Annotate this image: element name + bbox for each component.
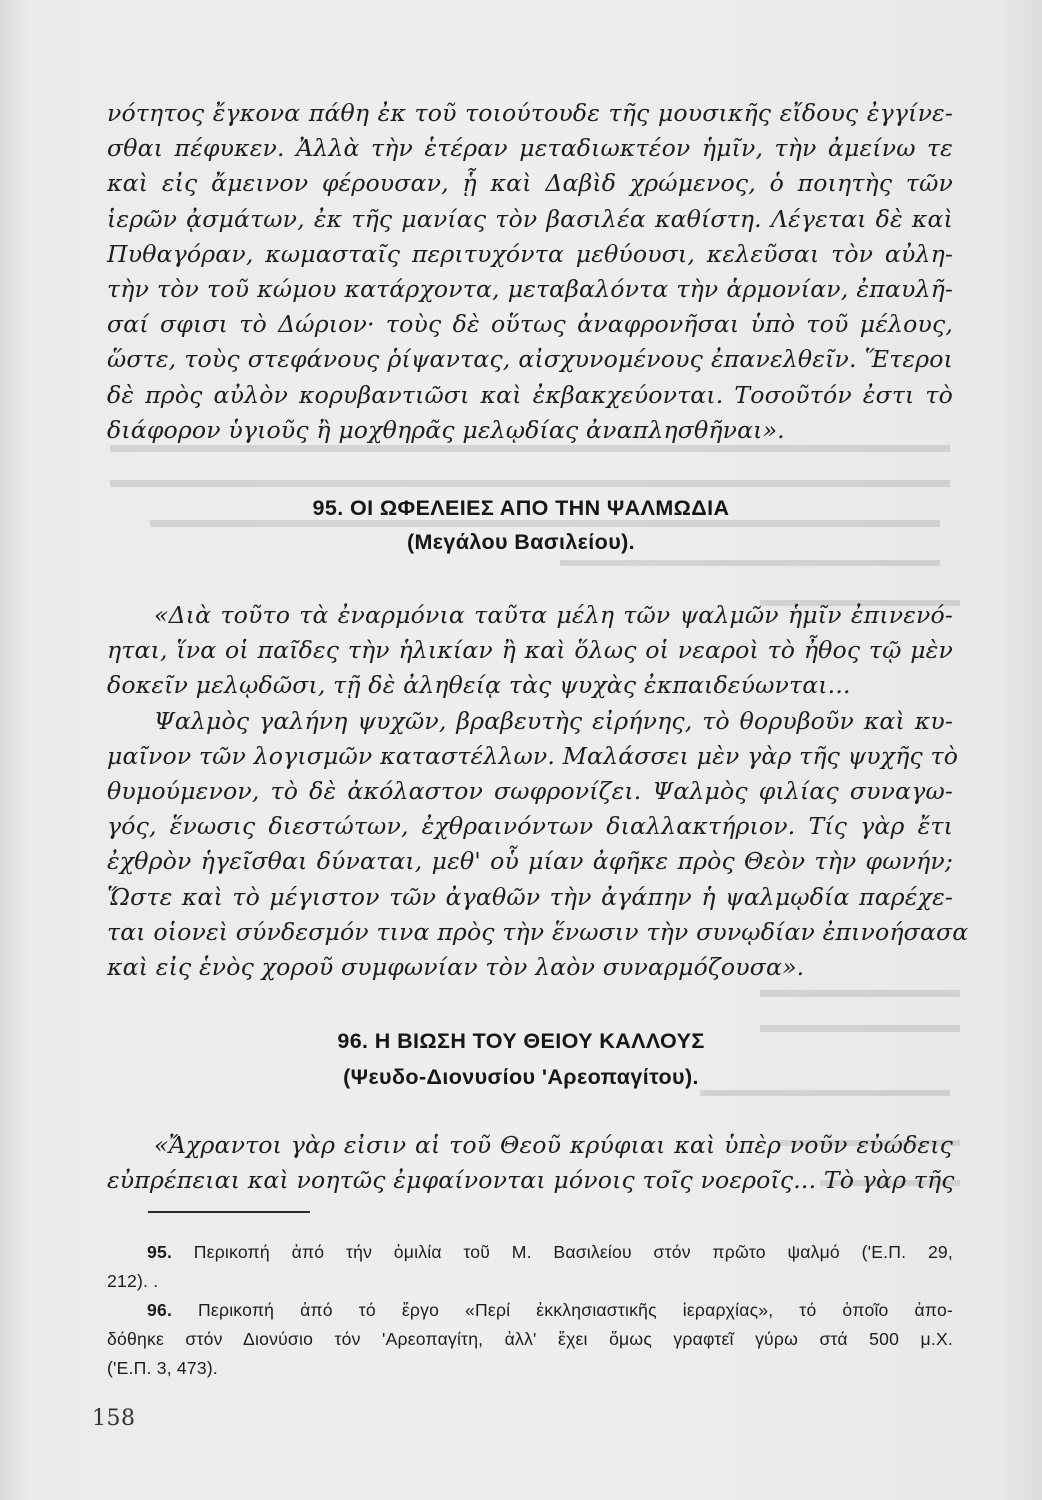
section-96-subtitle: (Ψευδο-Διονυσίου 'Αρεοπαγίτου). xyxy=(343,1065,699,1089)
footnote-95 xyxy=(107,1238,953,1296)
footnote-number: 96. xyxy=(147,1300,173,1320)
text-line: Ὥστε καὶ τὸ μέγιστον τῶν ἀγαθῶν τὴν ἀγάπην ἡ ψαλμῳδία παρέχε- xyxy=(107,882,953,911)
footnote-text: Περικοπή ἀπό τό ἔργο «Περί ἐκκλησιαστικῆς ἱεραρχίας», τό ὁποῖο ἀπο- xyxy=(198,1300,953,1320)
intro-paragraph xyxy=(107,96,953,448)
text-line: ἱερῶν ᾀσμάτων, ἐκ τῆς μανίας τὸν βασιλέα καθίστη. Λέγεται δὲ καὶ xyxy=(107,204,953,233)
text-line: ἐχθρὸν ἡγεῖσθαι δύναται, μεθ' οὗ μίαν ἀφῆκε πρὸς Θεὸν τὴν φωνήν; xyxy=(107,847,953,876)
section-95-subtitle: (Μεγάλου Βασιλείου). xyxy=(406,530,636,554)
text-line: δὲ πρὸς αὐλὸν κορυβαντιῶσι καὶ ἐκβακχεύονται. Τοσοῦτόν ἐστι τὸ xyxy=(107,380,953,409)
text-line: θυμούμενον, τὸ δὲ ἀκόλαστον σωφρονίζει. Ψαλμὸς φιλίας συναγω- xyxy=(107,776,953,805)
text-line: ηται, ἵνα οἱ παῖδες τὴν ἡλικίαν ἢ καὶ ὅλως οἱ νεαροὶ τὸ ἦθος τῷ μὲν xyxy=(107,636,953,665)
text-line: δοκεῖν μελῳδῶσι, τῇ δὲ ἀληθείᾳ τὰς ψυχὰς ἐκπαιδεύωνται... xyxy=(107,671,851,700)
text-line: καὶ εἰς ἄμεινον φέρουσαν, ᾗ καὶ Δαβὶδ χρώμενος, ὁ ποιητὴς τῶν xyxy=(107,169,953,198)
text-line: γός, ἕνωσις διεστώτων, ἐχθραινόντων διαλλακτήριον. Τίς γὰρ ἔτι xyxy=(107,812,953,841)
text-line: Ψαλμὸς γαλήνη ψυχῶν, βραβευτὴς εἰρήνης, τὸ θορυβοῦν καὶ κυ- xyxy=(154,706,953,735)
section-96-title: 96. Η ΒΙΩΣΗ ΤΟΥ ΘΕΙΟΥ ΚΑΛΛΟΥΣ xyxy=(337,1029,705,1053)
section-95-title: 95. ΟΙ ΩΦΕΛΕΙΕΣ ΑΠΟ ΤΗΝ ΨΑΛΜΩΔΙΑ xyxy=(312,496,730,520)
text-line: ὥστε, τοὺς στεφάνους ῥίψαντας, αἰσχυνομένους ἐπανελθεῖν. Ἕτεροι xyxy=(107,345,953,374)
text-line: σθαι πέφυκεν. Ἀλλὰ τὴν ἑτέραν μεταδιωκτέον ἡμῖν, τὴν ἀμείνω τε xyxy=(107,134,953,163)
text-line: διάφορον ὑγιοῦς ἢ μοχθηρᾶς μελῳδίας ἀναπλησθῆναι». xyxy=(107,415,785,444)
section-96-paragraph xyxy=(107,1128,953,1198)
page-number: 158 xyxy=(92,1406,136,1431)
footnote-line: ('Ε.Π. 3, 473). xyxy=(107,1358,218,1378)
footnote-separator xyxy=(148,1211,310,1213)
footnote-line xyxy=(107,1296,953,1325)
text-line: μαῖνον τῶν λογισμῶν καταστέλλων. Μαλάσσει μὲν γὰρ τῆς ψυχῆς τὸ xyxy=(107,741,959,770)
text-line: «Ἄχραντοι γὰρ εἰσιν αἱ τοῦ Θεοῦ κρύφιαι καὶ ὑπὲρ νοῦν εὐώδεις xyxy=(154,1131,953,1159)
footnote-96 xyxy=(107,1296,953,1383)
text-line: τὴν τὸν τοῦ κώμου κατάρχοντα, μεταβαλόντα τὴν ἁρμονίαν, ἐπαυλῆ- xyxy=(107,274,953,303)
text-line: σαί σφισι τὸ Δώριον· τοὺς δὲ οὕτως ἀναφρονῆσαι ὑπὸ τοῦ μέλους, xyxy=(107,310,953,339)
footnote-line xyxy=(107,1238,953,1267)
footnote-line: 212). . xyxy=(107,1271,159,1291)
text-line: Πυθαγόραν, κωμασταῖς περιτυχόντα μεθύουσι, κελεῦσαι τὸν αὐλη- xyxy=(107,239,953,268)
text-line: ται οἱονεὶ σύνδεσμόν τινα πρὸς τὴν ἕνωσιν τὴν συνῳδίαν ἐπινοήσασα xyxy=(107,917,969,946)
footnote-line: δόθηκε στόν Διονύσιο τόν 'Αρεοπαγίτη, ἀλλ' ἔχει ὅμως γραφτεῖ γύρω στά 500 μ.Χ. xyxy=(107,1329,953,1349)
text-line: εὐπρέπειαι καὶ νοητῶς ἐμφαίνονται μόνοις τοῖς νοεροῖς... Τὸ γὰρ τῆς xyxy=(107,1166,955,1195)
text-line: καὶ εἰς ἑνὸς χοροῦ συμφωνίαν τὸν λαὸν συναρμόζουσα». xyxy=(107,952,805,981)
text-line: «Διὰ τοῦτο τὰ ἐναρμόνια ταῦτα μέλη τῶν ψαλμῶν ἡμῖν ἐπινενό- xyxy=(154,601,953,629)
footnote-text: Περικοπή ἀπό τήν ὁμιλία τοῦ Μ. Βασιλείου στόν πρῶτο ψαλμό ('Ε.Π. 29, xyxy=(193,1242,953,1262)
text-line: νότητος ἔγκονα πάθη ἐκ τοῦ τοιούτουδε τῆς μουσικῆς εἴδους ἐγγίνε- xyxy=(107,99,953,127)
section-95-paragraph xyxy=(107,598,969,985)
footnote-number: 95. xyxy=(147,1242,173,1262)
